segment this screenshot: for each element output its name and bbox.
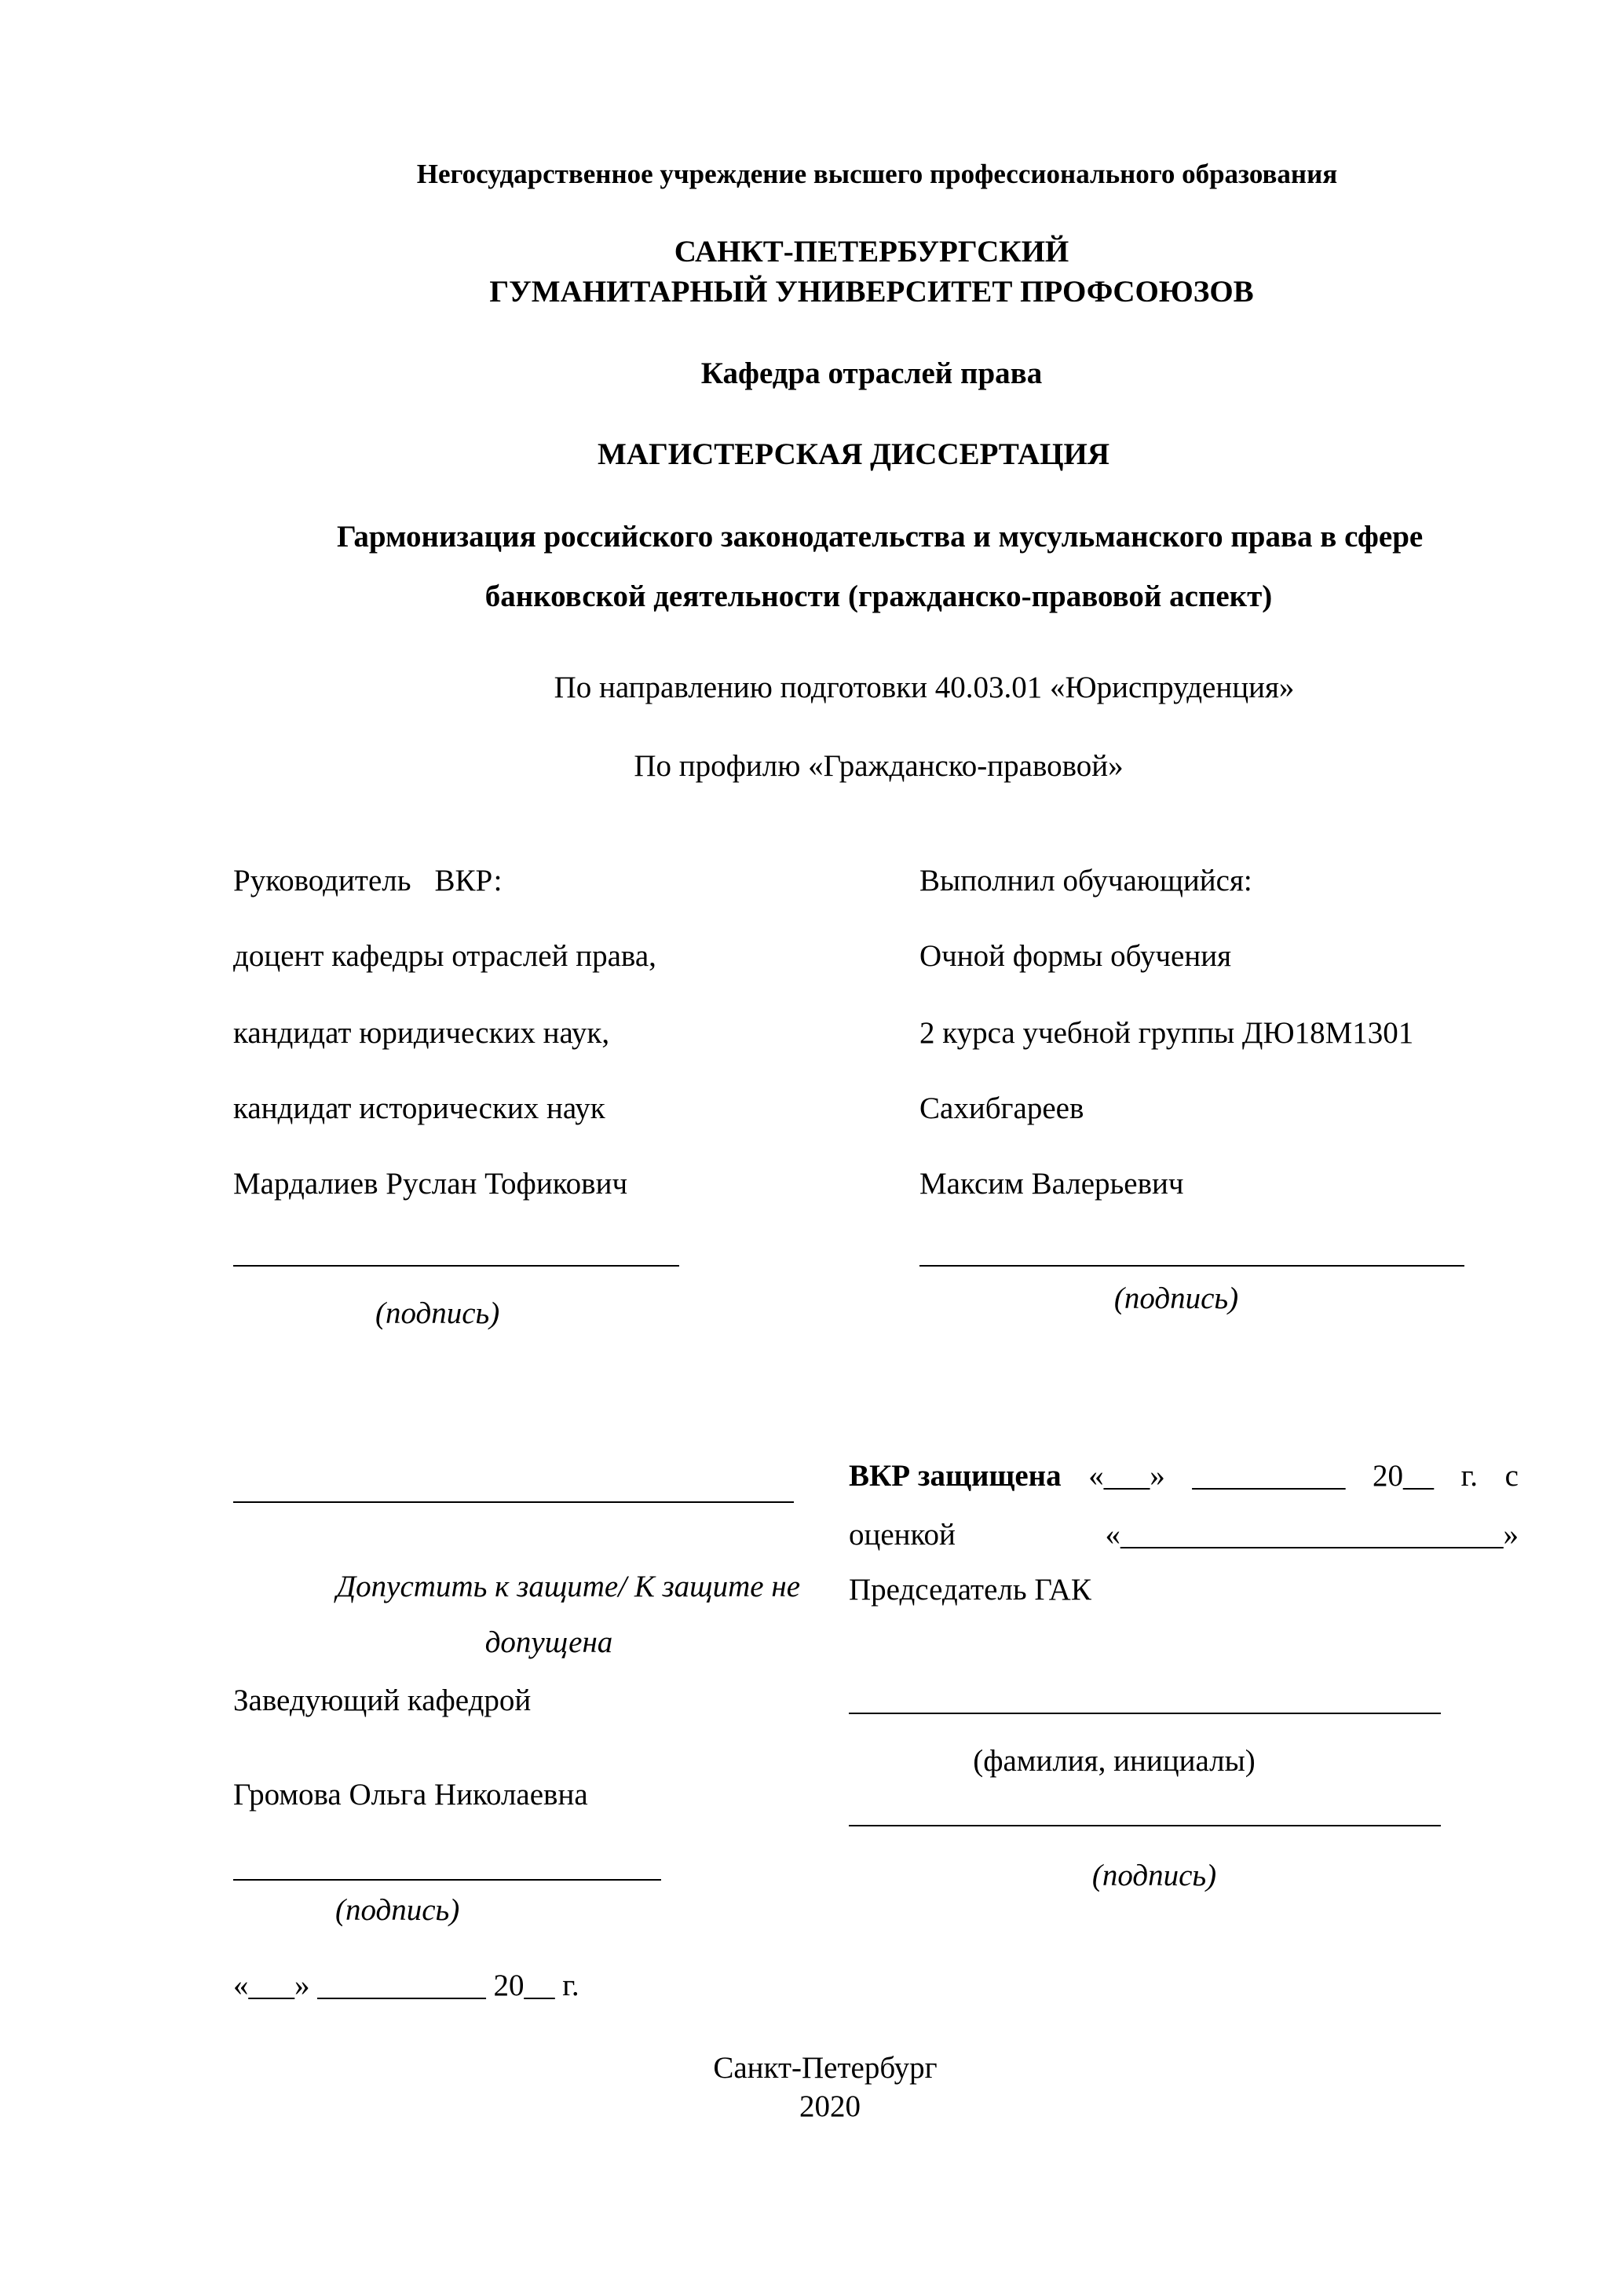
defense-day: «___» (1088, 1459, 1165, 1493)
student-signature-caption: (подпись) (1113, 1281, 1239, 1315)
student-line: Очной формы обучения (919, 939, 1232, 973)
student-surname: Сахибгареев (919, 1091, 1084, 1125)
department: Кафедра отраслей права (700, 356, 1043, 390)
defense-year: 20__ (1373, 1459, 1435, 1493)
head-signature-caption: (подпись) (335, 1893, 460, 1927)
defense-s: с (1504, 1459, 1519, 1493)
supervisor-signature-caption: (подпись) (375, 1296, 500, 1330)
thesis-title-line1: Гармонизация российского законодательства и мусульманского права в сфере (337, 520, 1424, 554)
footer-year: 2020 (799, 2089, 861, 2123)
work-type: МАГИСТЕРСКАЯ ДИССЕРТАЦИЯ (597, 437, 1110, 471)
defense-label: ВКР защищена (849, 1459, 1062, 1493)
supervisor-line: доцент кафедры отраслей права, (233, 939, 656, 973)
student-line: 2 курса учебной группы ДЮ18М1301 (919, 1016, 1414, 1050)
supervisor-name: Мардалиев Руслан Тофикович (233, 1167, 628, 1201)
chair-signature-line (849, 1825, 1441, 1826)
defense-g: г. (1460, 1459, 1478, 1493)
institution-type: Негосударственное учреждение высшего профессионального образования (416, 159, 1338, 189)
date-month: ___________ (317, 1969, 486, 2002)
head-signature-line (233, 1879, 661, 1881)
student-heading: Выполнил обучающийся: (919, 864, 1252, 898)
defense-grade-row (849, 1515, 1519, 1555)
defense-date-row (849, 1457, 1519, 1496)
student-signature-line (919, 1265, 1464, 1267)
date-day: «___» (233, 1969, 310, 2002)
university-line1: САНКТ-ПЕТЕРБУРГСКИЙ (674, 235, 1069, 269)
grade-value: «_________________________» (1105, 1518, 1519, 1552)
head-of-department-title: Заведующий кафедрой (233, 1684, 532, 1717)
date-year: 20__ г. (493, 1969, 579, 2002)
grade-label: оценкой (849, 1518, 956, 1552)
thesis-title-line2: банковской деятельности (гражданско-правовой аспект) (484, 579, 1273, 613)
admission-decision-line1: Допустить к защите/ К защите не (336, 1570, 800, 1603)
commission-chair: Председатель ГАК (849, 1573, 1091, 1607)
supervisor-heading (233, 861, 503, 901)
study-profile: По профилю «Гражданско-правовой» (634, 749, 1124, 783)
chair-name-caption: (фамилия, инициалы) (973, 1744, 1256, 1778)
chair-name-line (849, 1713, 1441, 1714)
admission-decision-line2: допущена (484, 1625, 613, 1659)
supervisor-heading-part2: ВКР: (434, 864, 503, 898)
supervisor-line: кандидат исторических наук (233, 1091, 605, 1125)
university-line2: ГУМАНИТАРНЫЙ УНИВЕРСИТЕТ ПРОФСОЮЗОВ (489, 275, 1254, 309)
supervisor-line: кандидат юридических наук, (233, 1016, 610, 1050)
student-name: Максим Валерьевич (919, 1167, 1184, 1201)
defense-month: __________ (1192, 1459, 1346, 1493)
footer-city: Санкт-Петербург (713, 2051, 938, 2085)
supervisor-signature-line (233, 1265, 679, 1267)
head-of-department-name: Громова Ольга Николаевна (233, 1778, 588, 1812)
admission-date (233, 1966, 579, 2005)
study-direction: По направлению подготовки 40.03.01 «Юриспруденция» (554, 671, 1295, 704)
supervisor-heading-part1: Руководитель (233, 864, 411, 898)
chair-signature-caption: (подпись) (1091, 1859, 1217, 1892)
admission-decision-line (233, 1501, 794, 1503)
